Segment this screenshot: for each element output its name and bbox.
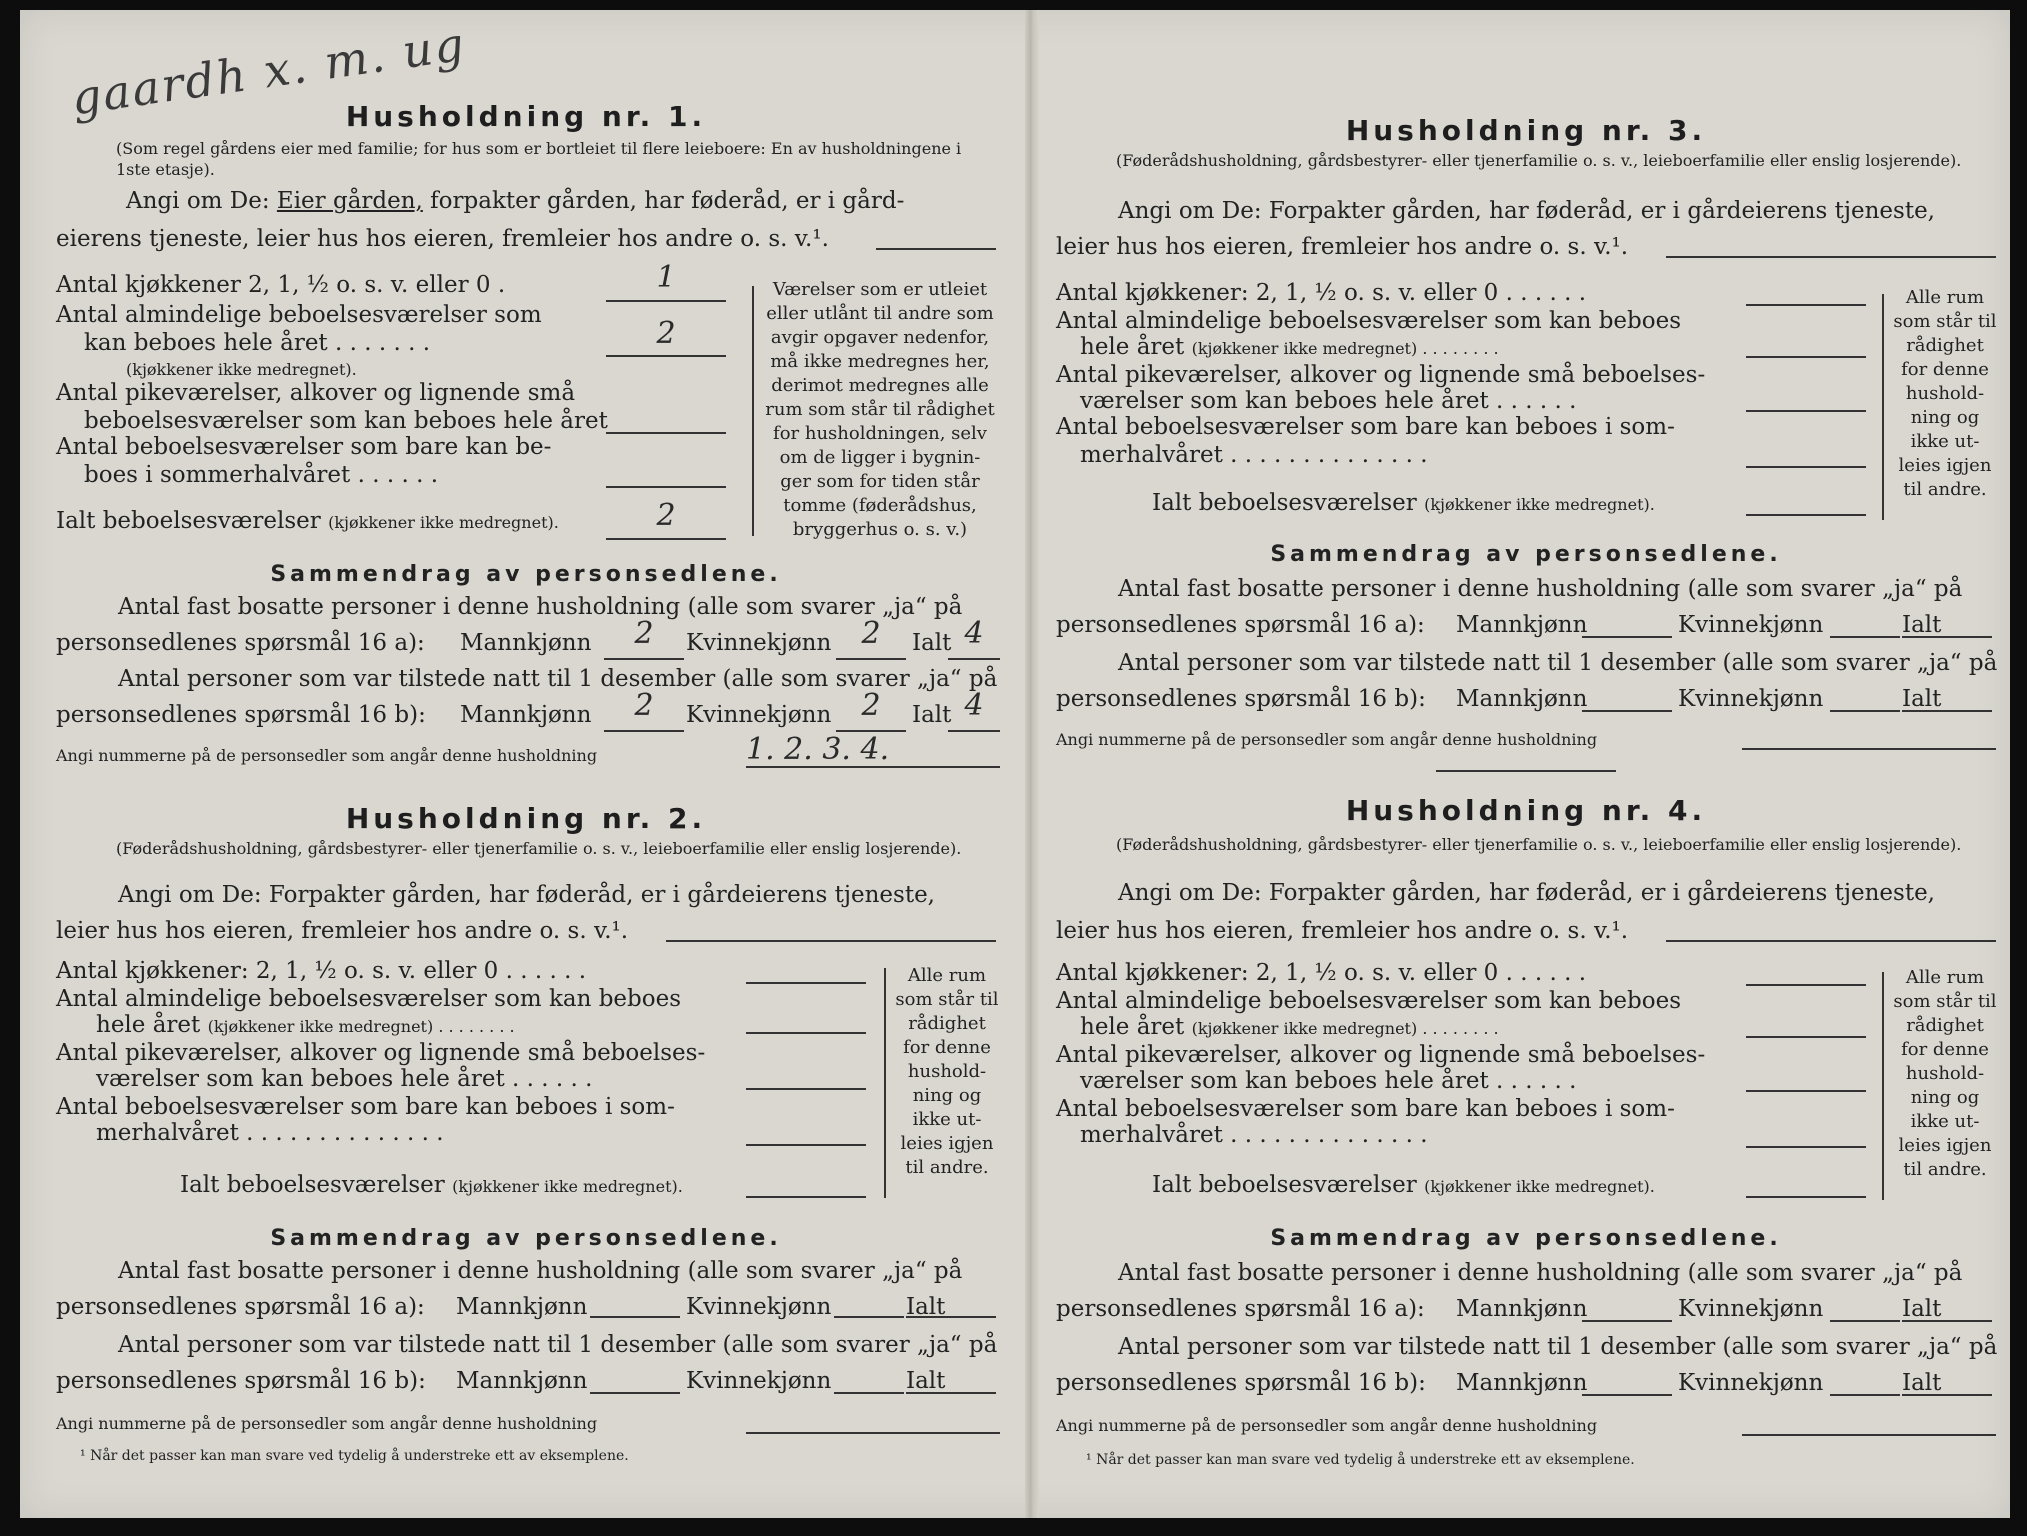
hh1-ialt-rule xyxy=(606,538,726,540)
hh2-ialt-rooms xyxy=(180,1172,683,1198)
hh1-natt-mann-value: 2 xyxy=(634,688,654,723)
hh4-kjokkener: Antal kjøkkener: 2, 1, ½ o. s. v. eller 0 . . . . . . xyxy=(1056,960,1587,986)
rule xyxy=(1830,636,1900,638)
rule xyxy=(1582,636,1672,638)
alm2-small: (kjøkkener ikke medregnet) . . . . . . . . xyxy=(1191,1019,1499,1038)
hh1-kjokkener-rule xyxy=(606,300,726,302)
hh3-fast2: personsedlenes spørsmål 16 a): xyxy=(1056,612,1425,638)
hh1-natt-ialt-value: 4 xyxy=(964,688,984,723)
hh2-natt-kvinne: Kvinnekjønn xyxy=(686,1368,832,1394)
rule xyxy=(1746,466,1866,468)
rule xyxy=(604,658,684,660)
household-4-title: Husholdning nr. 4. xyxy=(1345,794,1707,827)
hh1-fast-mann-label: Mannkjønn xyxy=(460,630,592,656)
sidebox-line: om de ligger i bygnin- xyxy=(779,447,981,468)
alm2-small: (kjøkkener ikke medregnet) . . . . . . . . xyxy=(207,1017,515,1036)
rule xyxy=(1666,940,1996,942)
sidebox-line: Alle rum xyxy=(907,965,987,986)
hh1-alm3: (kjøkkener ikke medregnet). xyxy=(126,360,357,379)
alm2-small: (kjøkkener ikke medregnet) . . . . . . . . xyxy=(1191,339,1499,358)
ialt-rooms-label: Ialt beboelsesværelser xyxy=(56,508,321,534)
rule xyxy=(1902,710,1992,712)
rule xyxy=(1830,710,1900,712)
hh4-angi xyxy=(1118,880,1935,906)
rule xyxy=(1746,304,1866,306)
sidebox-line: til andre. xyxy=(1903,1159,1987,1180)
hh4-fast1: Antal fast bosatte personer i denne husholdning (alle som svarer „ja“ på xyxy=(1118,1260,1963,1286)
hh1-fast-kvinne-value: 2 xyxy=(861,616,881,651)
hh2-leier: leier hus hos eieren, fremleier hos andre o. s. v.¹. xyxy=(56,918,629,944)
hh4-brace xyxy=(1882,972,1884,1200)
sidebox-line: ikke ut- xyxy=(1910,1111,1980,1132)
rule xyxy=(834,1392,904,1394)
hh3-angi xyxy=(1118,198,1935,224)
hh4-pike1: Antal pikeværelser, alkover og lignende små beboelses- xyxy=(1056,1042,1706,1068)
sidebox-line: hushold- xyxy=(1905,1063,1985,1084)
ialt-rooms-small: (kjøkkener ikke medregnet). xyxy=(1424,495,1655,514)
sidebox-line: ning og xyxy=(1910,1087,1980,1108)
angi-label: Angi om De: xyxy=(1118,198,1262,224)
rule xyxy=(1902,1320,1992,1322)
hh3-somm1: Antal beboelsesværelser som bare kan beboes i som- xyxy=(1056,414,1675,440)
alm2-label: hele året xyxy=(96,1012,201,1038)
household-4-note: (Føderådshusholdning, gårdsbestyrer- eller tjenerfamilie o. s. v., leieboerfamilie eller enslig losjerende). xyxy=(1116,835,1962,854)
handwritten-annotation: gaardh x. m. ug xyxy=(68,16,469,126)
household-1-title: Husholdning nr. 1. xyxy=(345,100,707,133)
hh4-alm2 xyxy=(1080,1014,1499,1040)
hh4-natt-mann: Mannkjønn xyxy=(1456,1370,1588,1396)
sidebox-line: ikke ut- xyxy=(1910,431,1980,452)
hh3-pike2: værelser som kan beboes hele året . . . . . . xyxy=(1080,388,1577,414)
hh3-alm1: Antal almindelige beboelsesværelser som kan beboes xyxy=(1056,308,1682,334)
household-1-angi xyxy=(126,188,904,214)
hh4-natt2: personsedlenes spørsmål 16 b): xyxy=(1056,1370,1426,1396)
ialt-rooms-label: Ialt beboelsesværelser xyxy=(1152,490,1417,516)
rule xyxy=(1902,636,1992,638)
hh3-sammendrag: Sammendrag av personsedlene. xyxy=(1270,542,1782,567)
rule xyxy=(1746,1090,1866,1092)
hh2-sidebox xyxy=(892,964,1002,1180)
rule xyxy=(1746,410,1866,412)
rule xyxy=(1742,1434,1996,1436)
hh2-nummerne: Angi nummerne på de personsedler som angår denne husholdning xyxy=(56,1414,598,1433)
hh1-fast-kvinne-label: Kvinnekjønn xyxy=(686,630,832,656)
hh1-ialt-rooms xyxy=(56,508,559,534)
hh1-nummerne-value: 1. 2. 3. 4. xyxy=(746,732,890,767)
sidebox-line: ger som for tiden står xyxy=(780,471,980,492)
sidebox-line: derimot medregnes alle xyxy=(771,375,989,396)
rule xyxy=(1582,1394,1672,1396)
household-3-note: (Føderådshusholdning, gårdsbestyrer- eller tjenerfamilie o. s. v., leieboerfamilie eller enslig losjerende). xyxy=(1116,151,1962,170)
rule xyxy=(746,1088,866,1090)
household-1-eierens: eierens tjeneste, leier hus hos eieren, fremleier hos andre o. s. v.¹. xyxy=(56,226,829,252)
hh1-sammendrag: Sammendrag av personsedlene. xyxy=(270,562,782,587)
angi-label: Angi om De: xyxy=(126,188,270,214)
rule xyxy=(590,1316,680,1318)
hh4-fast-kvinne: Kvinnekjønn xyxy=(1678,1296,1824,1322)
hh1-ialt-value: 2 xyxy=(656,498,676,533)
rule xyxy=(666,940,996,942)
rule xyxy=(1746,1036,1866,1038)
rule xyxy=(836,658,906,660)
fast2-label: personsedlenes spørsmål 16 a): xyxy=(56,630,425,656)
hh1-pike1: Antal pikeværelser, alkover og lignende små xyxy=(56,380,576,406)
rule xyxy=(746,982,866,984)
hh4-ialt-rooms xyxy=(1152,1172,1655,1198)
rule xyxy=(746,766,1000,768)
hh2-pike2: værelser som kan beboes hele året . . . . . . xyxy=(96,1066,593,1092)
hh3-natt1: Antal personer som var tilstede natt til 1 desember (alle som svarer „ja“ på xyxy=(1118,650,1998,676)
sidebox-line: leies igjen xyxy=(1898,1135,1992,1156)
hh1-fast1: Antal fast bosatte personer i denne husholdning (alle som svarer „ja“ på xyxy=(118,594,963,620)
hh1-brace xyxy=(752,286,754,536)
sidebox-line: ikke ut- xyxy=(912,1109,982,1130)
household-1-angi-rule xyxy=(876,248,996,250)
forpakter-label: Forpakter gården, har føderåd, er i gårdeierens tjeneste, xyxy=(268,882,935,908)
alm2-label: hele året xyxy=(1080,334,1185,360)
sidebox-line: bryggerhus o. s. v.) xyxy=(792,519,968,540)
hh4-somm2: merhalvåret . . . . . . . . . . . . . . xyxy=(1080,1122,1428,1148)
hh1-fast-mann-value: 2 xyxy=(634,616,654,651)
hh2-fast-mann: Mannkjønn xyxy=(456,1294,588,1320)
hh4-fast2: personsedlenes spørsmål 16 a): xyxy=(1056,1296,1425,1322)
hh1-alm-value: 2 xyxy=(656,316,676,351)
hh3-alm2 xyxy=(1080,334,1499,360)
rule xyxy=(1742,748,1996,750)
rule xyxy=(590,1392,680,1394)
ialt-rooms-label: Ialt beboelsesværelser xyxy=(1152,1172,1417,1198)
hh4-leier: leier hus hos eieren, fremleier hos andre o. s. v.¹. xyxy=(1056,918,1629,944)
household-2-note: (Føderådshusholdning, gårdsbestyrer- eller tjenerfamilie o. s. v., leieboerfamilie eller enslig losjerende). xyxy=(116,839,962,858)
rule xyxy=(1746,356,1866,358)
hh4-somm1: Antal beboelsesværelser som bare kan beboes i som- xyxy=(1056,1096,1675,1122)
hh4-nummerne: Angi nummerne på de personsedler som angår denne husholdning xyxy=(1056,1416,1598,1435)
hh1-natt-mann-label: Mannkjønn xyxy=(460,702,592,728)
hh4-natt1: Antal personer som var tilstede natt til 1 desember (alle som svarer „ja“ på xyxy=(1118,1334,1998,1360)
angi-label: Angi om De: xyxy=(1118,880,1262,906)
hh1-somm2: boes i sommerhalvåret . . . . . . xyxy=(84,462,439,488)
ialt-rooms-label: Ialt beboelsesværelser xyxy=(180,1172,445,1198)
hh2-natt1: Antal personer som var tilstede natt til 1 desember (alle som svarer „ja“ på xyxy=(118,1332,998,1358)
hh1-pike-rule xyxy=(606,432,726,434)
hh4-sammendrag: Sammendrag av personsedlene. xyxy=(1270,1226,1782,1251)
angi-rest: forpakter gården, har føderåd, er i gård- xyxy=(430,188,905,214)
hh1-natt1: Antal personer som var tilstede natt til 1 desember (alle som svarer „ja“ på xyxy=(118,666,998,692)
footnote-left: ¹ Når det passer kan man svare ved tydelig å understreke ett av eksemplene. xyxy=(80,1448,629,1464)
hh4-natt-ialt: Ialt xyxy=(1902,1370,1942,1396)
sidebox-line: til andre. xyxy=(1903,479,1987,500)
hh1-kjokkener-label: Antal kjøkkener 2, 1, ½ o. s. v. eller 0 . xyxy=(56,272,506,298)
household-2-title: Husholdning nr. 2. xyxy=(345,802,707,835)
household-3-title: Husholdning nr. 3. xyxy=(1345,114,1707,147)
hh1-alm-rule xyxy=(606,355,726,357)
hh4-sidebox xyxy=(1890,966,2000,1182)
hh2-pike1: Antal pikeværelser, alkover og lignende små beboelses- xyxy=(56,1040,706,1066)
census-form-sheet xyxy=(20,10,2010,1518)
rule xyxy=(746,1144,866,1146)
hh2-natt-mann: Mannkjønn xyxy=(456,1368,588,1394)
page-fold xyxy=(1025,10,1039,1518)
ialt-rooms-small: (kjøkkener ikke medregnet). xyxy=(328,513,559,532)
sidebox-line: Alle rum xyxy=(1905,287,1985,308)
hh3-natt2: personsedlenes spørsmål 16 b): xyxy=(1056,686,1426,712)
rule xyxy=(746,1432,1000,1434)
hh1-pike2: beboelsesværelser som kan beboes hele året xyxy=(84,408,608,434)
hh1-fast-ialt-value: 4 xyxy=(964,616,984,651)
sidebox-line: leies igjen xyxy=(1898,455,1992,476)
sidebox-line: rum som står til rådighet xyxy=(765,399,995,420)
hh3-fast-mann: Mannkjønn xyxy=(1456,612,1588,638)
hh3-nummerne: Angi nummerne på de personsedler som angår denne husholdning xyxy=(1056,730,1598,749)
hh2-alm2 xyxy=(96,1012,515,1038)
rule xyxy=(1830,1394,1900,1396)
forpakter-label: Forpakter gården, har føderåd, er i gårdeierens tjeneste, xyxy=(1268,880,1935,906)
rule xyxy=(1582,710,1672,712)
hh4-fast-mann: Mannkjønn xyxy=(1456,1296,1588,1322)
rule xyxy=(1666,256,1996,258)
hh1-alm2: kan beboes hele året . . . . . . . xyxy=(84,330,431,356)
sidebox-line: som står til xyxy=(895,989,999,1010)
hh3-pike1: Antal pikeværelser, alkover og lignende små beboelses- xyxy=(1056,362,1706,388)
hh2-brace xyxy=(884,968,886,1198)
hh2-sammendrag: Sammendrag av personsedlene. xyxy=(270,1226,782,1251)
sidebox-line: rådighet xyxy=(1906,335,1984,356)
sidebox-line: Alle rum xyxy=(1905,967,1985,988)
hh3-natt-ialt: Ialt xyxy=(1902,686,1942,712)
rule xyxy=(1582,1320,1672,1322)
sidebox-line: Værelser som er utleiet xyxy=(772,279,988,300)
sidebox-line: eller utlånt til andre som xyxy=(766,303,994,324)
footnote-right: ¹ Når det passer kan man svare ved tydelig å understreke ett av eksemplene. xyxy=(1086,1452,1635,1468)
rule xyxy=(906,1316,996,1318)
sidebox-line: hushold- xyxy=(1905,383,1985,404)
ialt-rooms-small: (kjøkkener ikke medregnet). xyxy=(1424,1177,1655,1196)
angi-label: Angi om De: xyxy=(118,882,262,908)
sidebox-line: må ikke medregnes her, xyxy=(770,351,990,372)
hh2-fast-kvinne: Kvinnekjønn xyxy=(686,1294,832,1320)
hh3-fast-kvinne: Kvinnekjønn xyxy=(1678,612,1824,638)
sidebox-line: ning og xyxy=(1910,407,1980,428)
sidebox-line: for husholdningen, selv xyxy=(773,423,987,444)
rule xyxy=(948,658,1000,660)
rule xyxy=(906,1392,996,1394)
hh2-natt2: personsedlenes spørsmål 16 b): xyxy=(56,1368,426,1394)
hh2-fast1: Antal fast bosatte personer i denne husholdning (alle som svarer „ja“ på xyxy=(118,1258,963,1284)
rule xyxy=(1830,1320,1900,1322)
rule xyxy=(604,730,684,732)
hh3-natt-mann: Mannkjønn xyxy=(1456,686,1588,712)
hh4-natt-kvinne: Kvinnekjønn xyxy=(1678,1370,1824,1396)
hh1-nummerne-label: Angi nummerne på de personsedler som angår denne husholdning xyxy=(56,746,598,765)
hh1-natt-kvinne-value: 2 xyxy=(861,688,881,723)
hh3-fast-ialt: Ialt xyxy=(1902,612,1942,638)
hh1-sidebox xyxy=(760,278,1000,542)
rule xyxy=(1746,1146,1866,1148)
hh3-sidebox xyxy=(1890,286,2000,502)
hh4-fast-ialt: Ialt xyxy=(1902,1296,1942,1322)
separator xyxy=(1436,770,1616,772)
rule xyxy=(1746,1196,1866,1198)
hh2-alm1: Antal almindelige beboelsesværelser som kan beboes xyxy=(56,986,682,1012)
sidebox-line: rådighet xyxy=(908,1013,986,1034)
hh3-somm2: merhalvåret . . . . . . . . . . . . . . xyxy=(1080,442,1428,468)
hh2-angi xyxy=(118,882,935,908)
hh1-natt2: personsedlenes spørsmål 16 b): xyxy=(56,702,426,728)
hh2-somm1: Antal beboelsesværelser som bare kan beboes i som- xyxy=(56,1094,675,1120)
sidebox-line: som står til xyxy=(1893,991,1997,1012)
sidebox-line: avgir opgaver nedenfor, xyxy=(770,327,990,348)
rule xyxy=(834,1316,904,1318)
hh1-natt-ialt-label: Ialt xyxy=(912,702,952,728)
hh3-natt-kvinne: Kvinnekjønn xyxy=(1678,686,1824,712)
hh1-fast-ialt-label: Ialt xyxy=(912,630,952,656)
hh1-natt-kvinne-label: Kvinnekjønn xyxy=(686,702,832,728)
hh3-brace xyxy=(1882,294,1884,520)
forpakter-label: Forpakter gården, har føderåd, er i gårdeierens tjeneste, xyxy=(1268,198,1935,224)
hh4-alm1: Antal almindelige beboelsesværelser som kan beboes xyxy=(1056,988,1682,1014)
sidebox-line: som står til xyxy=(1893,311,1997,332)
sidebox-line: for denne xyxy=(1901,1039,1989,1060)
hh3-kjokkener: Antal kjøkkener: 2, 1, ½ o. s. v. eller 0 . . . . . . xyxy=(1056,280,1587,306)
sidebox-line: hushold- xyxy=(907,1061,987,1082)
hh2-somm2: merhalvåret . . . . . . . . . . . . . . xyxy=(96,1120,444,1146)
rule xyxy=(746,1196,866,1198)
sidebox-line: rådighet xyxy=(1906,1015,1984,1036)
hh4-pike2: værelser som kan beboes hele året . . . . . . xyxy=(1080,1068,1577,1094)
hh2-fast-ialt: Ialt xyxy=(906,1294,946,1320)
hh3-ialt-rooms xyxy=(1152,490,1655,516)
hh1-alm1: Antal almindelige beboelsesværelser som xyxy=(56,302,542,328)
hh1-kjokkener-value: 1 xyxy=(656,260,676,295)
hh2-natt-ialt: Ialt xyxy=(906,1368,946,1394)
rule xyxy=(746,1032,866,1034)
hh2-fast2: personsedlenes spørsmål 16 a): xyxy=(56,1294,425,1320)
hh3-leier: leier hus hos eieren, fremleier hos andre o. s. v.¹. xyxy=(1056,234,1629,260)
hh3-fast1: Antal fast bosatte personer i denne husholdning (alle som svarer „ja“ på xyxy=(1118,576,1963,602)
hh1-fast2 xyxy=(56,630,425,656)
sidebox-line: til andre. xyxy=(905,1157,989,1178)
sidebox-line: for denne xyxy=(903,1037,991,1058)
sidebox-line: tomme (føderådshus, xyxy=(783,495,977,516)
ialt-rooms-small: (kjøkkener ikke medregnet). xyxy=(452,1177,683,1196)
sidebox-line: ning og xyxy=(912,1085,982,1106)
sidebox-line: leies igjen xyxy=(900,1133,994,1154)
eier-garden-underlined: Eier gården, xyxy=(276,188,423,214)
rule xyxy=(1746,514,1866,516)
sidebox-line: for denne xyxy=(1901,359,1989,380)
hh2-kjokkener: Antal kjøkkener: 2, 1, ½ o. s. v. eller 0 . . . . . . xyxy=(56,958,587,984)
hh1-somm-rule xyxy=(606,486,726,488)
rule xyxy=(1746,984,1866,986)
hh1-somm1: Antal beboelsesværelser som bare kan be- xyxy=(56,434,552,460)
household-1-note: (Som regel gårdens eier med familie; for hus som er bortleiet til flere leieboere: En av husholdningene i 1ste etasje). xyxy=(116,139,962,179)
rule xyxy=(1902,1394,1992,1396)
alm2-label: hele året xyxy=(1080,1014,1185,1040)
